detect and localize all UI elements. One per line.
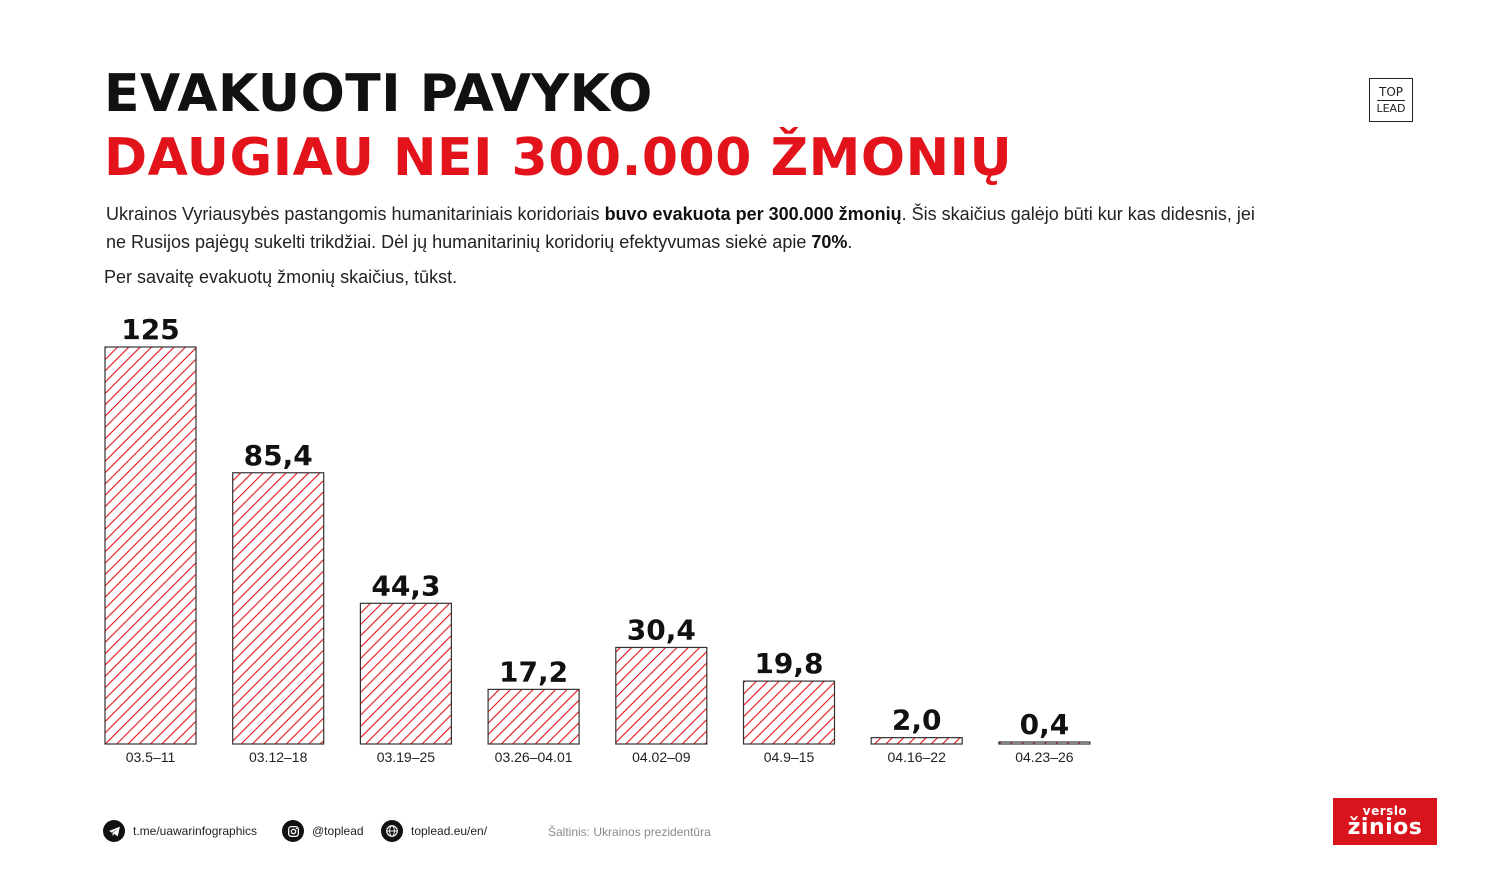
bar-4 <box>488 689 579 744</box>
bar-value-label: 0,4 <box>1019 708 1070 741</box>
category-label: 03.26–04.01 <box>494 749 573 765</box>
bar-value-label: 19,8 <box>754 647 824 681</box>
instagram-link[interactable]: @toplead <box>312 824 364 838</box>
telegram-link[interactable]: t.me/uawarinfographics <box>133 824 258 838</box>
bar-2 <box>233 473 324 744</box>
brand-top-text: verslo <box>1362 803 1408 818</box>
telegram-icon <box>103 820 125 842</box>
bar-value-label: 17,2 <box>499 655 569 689</box>
bar-value-label: 2,0 <box>891 703 942 737</box>
bar-5 <box>616 647 707 744</box>
instagram-icon <box>282 820 304 842</box>
description-bold-1: buvo evakuota per 300.000 žmonių <box>604 204 902 224</box>
logo-bottom-text: LEAD <box>1376 101 1406 115</box>
bar-value-label: 30,4 <box>626 613 696 647</box>
bar-value-label: 125 <box>121 313 180 346</box>
footer-instagram[interactable] <box>282 820 364 842</box>
bar-8 <box>999 742 1090 744</box>
title-line-2: DAUGIAU NEI 300.000 ŽMONIŲ <box>104 128 1013 188</box>
chart-title: Per savaitę evakuotų žmonių skaičius, tūkst. <box>104 267 458 287</box>
verslo-zinios-logo <box>1333 798 1437 845</box>
description-bold-2: 70% <box>811 232 848 252</box>
category-label: 03.19–25 <box>376 749 436 765</box>
bar-value-label: 44,3 <box>371 569 441 603</box>
bar-6 <box>744 681 835 744</box>
footer-telegram[interactable] <box>103 820 257 842</box>
category-label: 04.02–09 <box>632 749 691 765</box>
description-part-3: . <box>847 232 853 252</box>
category-label: 04.23–26 <box>1015 749 1074 765</box>
bar-value-label: 85,4 <box>243 438 313 472</box>
bar-7 <box>871 738 962 744</box>
category-label: 03.12–18 <box>248 749 308 765</box>
logo-top-text: TOP <box>1378 84 1403 99</box>
bar-3 <box>360 603 451 744</box>
footer-website[interactable] <box>381 820 487 842</box>
bar-1 <box>105 347 196 744</box>
category-label: 04.16–22 <box>887 749 946 765</box>
bars-group <box>105 313 1090 765</box>
website-link[interactable]: toplead.eu/en/ <box>411 824 488 838</box>
category-label: 03.5–11 <box>125 749 176 765</box>
globe-icon <box>381 820 403 842</box>
source-note: Šaltinis: Ukrainos prezidentūra <box>548 825 711 839</box>
title-line-1: EVAKUOTI PAVYKO <box>104 64 653 124</box>
description-part-2: . Šis skaičius galėjo būti kur kas didesnis, jei ne Rusijos pajėgų sukelti trikdžiai. Dėl jų humanitarinių koridorių efektyvumas siekė apie <box>106 204 1255 252</box>
brand-bottom-text: žinios <box>1347 814 1423 840</box>
category-label: 04.9–15 <box>763 749 815 765</box>
description-part-1: Ukrainos Vyriausybės pastangomis humanitariniais koridoriais <box>106 204 605 224</box>
